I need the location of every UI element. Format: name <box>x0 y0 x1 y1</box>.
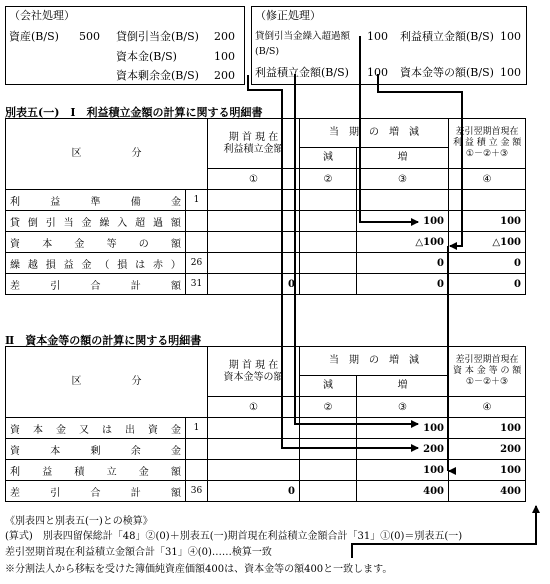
table2-circ1: ① <box>208 397 300 418</box>
cell-col3: △100 <box>357 232 449 253</box>
check-formula: (算式) 別表四留保総計「48」②(0)＋別表五(一)期首現在利益積立金額合計「31」①(0)＝別表五(一) <box>5 531 463 542</box>
cell-col3: 100 <box>357 418 449 439</box>
row-label-text: 資 本 金 又 は 出 資 金 <box>10 424 181 436</box>
cell-col4: 100 <box>449 418 526 439</box>
cell-col3: 100 <box>357 211 449 232</box>
table1-header-increase: 増 <box>357 148 449 169</box>
row-number: 36 <box>186 481 208 502</box>
row-number: 1 <box>186 190 208 211</box>
table2-circ4: ④ <box>449 397 526 418</box>
capital-value: 100 <box>214 50 235 63</box>
assets-label: 資産(B/S) <box>9 30 59 43</box>
cell-col1: 0 <box>208 481 300 502</box>
row-number: 26 <box>186 253 208 274</box>
cell-col3: 0 <box>357 253 449 274</box>
cell-col1: 0 <box>208 274 300 295</box>
row-label-text: 利 益 積 立 金 額 <box>10 466 181 478</box>
allowance-value: 200 <box>214 30 235 43</box>
row-label-text: 差 引 合 計 額 <box>10 487 181 499</box>
capital-label: 資本金(B/S) <box>116 50 177 63</box>
table2-header-change: 当 期 の 増 減 <box>300 347 449 376</box>
arrow-retained-credit <box>295 74 418 424</box>
transfer-note: ※分割法人から移転を受けた簿価純資産価額400は、資本金等の額400と一致します。 <box>5 564 393 575</box>
cell-col3: 400 <box>357 481 449 502</box>
cell-col3: 200 <box>357 439 449 460</box>
cell-col4: 400 <box>449 481 526 502</box>
table2-circ2: ② <box>300 397 357 418</box>
arrow-capital-amount <box>378 74 462 246</box>
cell-col3: 0 <box>357 274 449 295</box>
retained-earnings-debit-value: 100 <box>367 66 388 79</box>
table2-title: Ⅱ 資本金等の額の計算に関する明細書 <box>5 334 202 347</box>
table1-header-col4: 差引翌期首現在 利 益 積 立 金 額 ①－②＋③ <box>449 119 526 169</box>
row-label-text: 差 引 合 計 額 <box>10 280 181 292</box>
capital-amount-credit-value: 100 <box>500 66 521 79</box>
row-number: 31 <box>186 274 208 295</box>
cell-col4: 0 <box>449 274 526 295</box>
table1-header-decrease: 減 <box>300 148 357 169</box>
cell-col4: △100 <box>449 232 526 253</box>
cell-col4: 100 <box>449 460 526 481</box>
assets-value: 500 <box>79 30 100 43</box>
allowance-label: 貸倒引当金(B/S) <box>116 30 199 43</box>
table1-header-change: 当 期 の 増 減 <box>300 119 449 148</box>
arrow-capital-surplus <box>248 75 418 448</box>
table1-circ1: ① <box>208 169 300 190</box>
row-number: 1 <box>186 418 208 439</box>
cell-col4: 200 <box>449 439 526 460</box>
table2-circ3: ③ <box>357 397 449 418</box>
cell-col4: 0 <box>449 253 526 274</box>
table1-header-category: 区 分 <box>6 119 208 190</box>
correction-box-title: （修正処理） <box>255 9 321 22</box>
capital-amount-credit-label: 資本金等の額(B/S) <box>400 66 494 79</box>
company-box-title: （会社処理） <box>9 9 75 22</box>
row-label-text: 資 本 剰 余 金 <box>10 445 181 457</box>
capital-surplus-value: 200 <box>214 69 235 82</box>
arrow-bad-debt-excess <box>360 36 418 222</box>
table2-header-category: 区 分 <box>6 347 208 418</box>
cell-col4: 100 <box>449 211 526 232</box>
retained-earnings-credit-value: 100 <box>500 30 521 43</box>
row-label-text: 資 本 金 等 の 額 <box>10 238 181 250</box>
row-label-text: 貸 倒 引 当 金 繰 入 超 過 額 <box>10 217 181 229</box>
table2-header-decrease: 減 <box>300 376 357 397</box>
table1-circ3: ③ <box>357 169 449 190</box>
capital-surplus-label: 資本剰余金(B/S) <box>116 69 199 82</box>
table1-circ4: ④ <box>449 169 526 190</box>
check-result: 差引翌期首現在利益積立金額合計「31」④(0)……検算一致 <box>5 547 272 558</box>
cell-col3: 100 <box>357 460 449 481</box>
table1-header-col1: 期 首 現 在 利益積立金額 <box>208 119 300 169</box>
table1-title: 別表五(一) Ⅰ 利益積立金額の計算に関する明細書 <box>5 106 263 119</box>
retained-earnings-debit-label: 利益積立金額(B/S) <box>255 66 349 79</box>
row-label-text: 利 益 準 備 金 <box>10 196 181 208</box>
row-label-text: 繰 越 損 益 金 （ 損 は 赤 ） <box>10 259 181 271</box>
bad-debt-excess-value: 100 <box>367 30 388 43</box>
check-heading: 《別表四と別表五(一)との検算》 <box>5 516 153 527</box>
retained-earnings-credit-label: 利益積立金額(B/S) <box>400 30 494 43</box>
table2-header-increase: 増 <box>357 376 449 397</box>
table1-circ2: ② <box>300 169 357 190</box>
bad-debt-excess-sub: (B/S) <box>255 46 280 57</box>
table2-header-col4: 差引翌期首現在 資 本 金 等 の 額 ①－②＋③ <box>449 347 526 397</box>
table2-header-col1: 期 首 現 在 資本金等の額 <box>208 347 300 397</box>
bad-debt-excess-label: 貸倒引当金繰入超過額 <box>255 31 351 42</box>
